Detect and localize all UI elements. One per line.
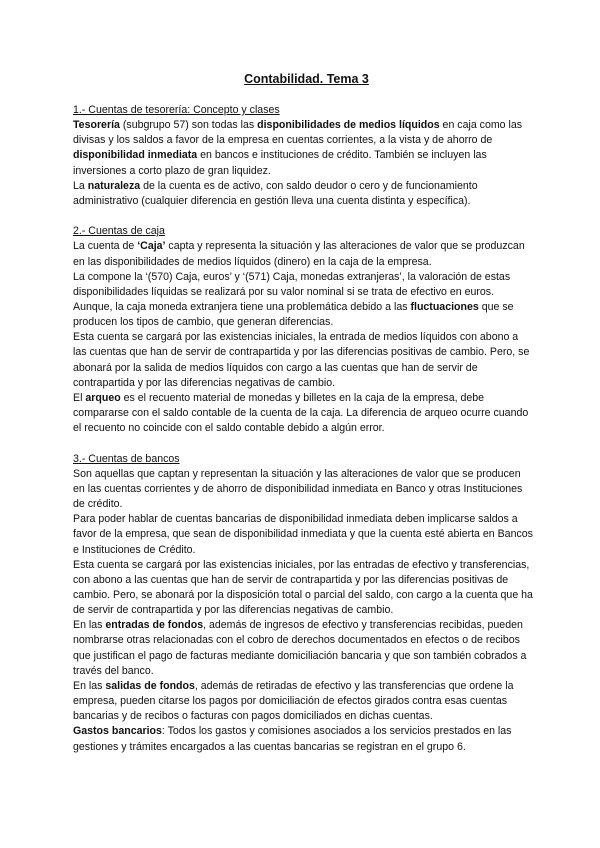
paragraph (73, 467, 533, 512)
paragraph (73, 330, 533, 391)
paragraph (73, 118, 533, 179)
section-heading: 3.- Cuentas de bancos (73, 452, 180, 465)
paragraph (73, 512, 533, 557)
text-run: capta y representa la situación y las alteraciones de valor que se produzcan en las disponibilidades de medios líquidos (dinero) en la caja de la empresa. (73, 240, 525, 268)
bold-term: fluctuaciones (410, 301, 479, 314)
text-run: en caja como las divisas y los saldos a favor de la empresa en cuentas corrientes, a la vista y de ahorro de (73, 119, 523, 147)
text-run: , además de ingresos de efectivo y transferencias recibidas, pueden nombrarse otras relacionadas con el cobro de derechos documentados en efectos o de recibos que justifican el pago de facturas mediante domiciliación bancaria y que son también cobrados a través del banco. (73, 619, 527, 677)
bold-term: disponibilidad inmediata (73, 149, 198, 162)
section-heading: 2.- Cuentas de caja (73, 225, 165, 238)
text-run: En las (73, 679, 106, 692)
bold-term: disponibilidades de medios líquidos (257, 119, 440, 132)
bold-term: naturaleza (87, 179, 141, 192)
section-3 (73, 452, 533, 755)
bold-term: Tesorería (73, 119, 120, 132)
paragraph (73, 618, 533, 679)
paragraph (73, 558, 533, 619)
bold-term: Gastos bancarios (73, 725, 162, 738)
paragraph (73, 179, 533, 209)
text-run: En las (73, 619, 106, 632)
document-body (73, 103, 533, 755)
text-run: Para poder hablar de cuentas bancarias de disponibilidad inmediata deben implicarse saldos a favor de la empresa, que sean de disponibilidad inmediata y que la cuenta esté abierta en Bancos e Instituciones de Crédito. (73, 513, 533, 556)
paragraph (73, 270, 533, 300)
section-heading: 1.- Cuentas de tesorería: Concepto y clases (73, 104, 280, 116)
paragraph (73, 300, 533, 330)
text-run: El (73, 391, 86, 404)
paragraph (73, 724, 533, 754)
paragraph (73, 239, 533, 269)
text-run: Esta cuenta se cargará por las existencias iniciales, la entrada de medios líquidos con abono a las cuentas que han de servir de contrapartida y por las diferencias positivas de cambio. Pero, se abonará por la salida de medios líquidos con cargo a las cuentas que han de servir de contrapartida y por las diferencias negativas de cambio. (73, 331, 530, 389)
text-run: (subgrupo 57) son todas las (119, 119, 258, 132)
text-run: : Todos los gastos y comisiones asociados a los servicios prestados en las gestiones y trámites encargados a las cuentas bancarias se registran en el grupo 6. (73, 725, 512, 753)
text-run: que se producen los tipos de cambio, que generan diferencias. (73, 301, 514, 329)
text-run: Son aquellas que captan y representan la situación y las alteraciones de valor que se producen en las cuentas corrientes y de ahorro de disponibilidad inmediata en Banco y otras Instituciones de crédito. (73, 467, 523, 511)
text-run: La (73, 179, 88, 192)
bold-term: salidas de fondos (105, 679, 195, 692)
text-run: en bancos e instituciones de crédito. También se incluyen las inversiones a corto plazo de gran liquidez. (73, 149, 487, 177)
paragraph (73, 679, 533, 724)
text-run: de la cuenta es de activo, con saldo deudor o cero y de funcionamiento administrativo (cualquier diferencia en gestión lleva una cuenta distinta y específica). (73, 179, 478, 207)
section-1 (73, 103, 533, 209)
page-title: Contabilidad. Tema 3 (244, 72, 369, 86)
section-2 (73, 224, 533, 436)
text-run: La cuenta de (73, 240, 138, 253)
section-spacer (73, 209, 533, 224)
bold-term: ‘Caja’ (137, 240, 166, 253)
paragraph (73, 391, 533, 436)
text-run: Esta cuenta se cargará por las existencias iniciales, por las entradas de efectivo y transferencias, con abono a las cuentas que han de servir de contrapartida y por las diferencias positivas de cambio. Pero, se abonará por la disposición total o parcial del saldo, con cargo a la cuenta que ha de servir de contrapartida y por las diferencias negativas de cambio. (73, 558, 533, 617)
text-run: , además de retiradas de efectivo y las transferencias que ordene la empresa, pueden citarse los pagos por domiciliación de efectos girados contra esas cuentas bancarias y de recibos o facturas con pagos domiciliados en dichas cuentas. (73, 679, 514, 723)
bold-term: arqueo (85, 391, 121, 404)
text-run: La compone la ‘(570) Caja, euros’ y ‘(571) Caja, monedas extranjeras’, la valoración de estas disponibilidades líquidas se realizará por su valor nominal si se trata de efectivo en euros. (73, 270, 511, 298)
section-spacer (73, 436, 533, 451)
bold-term: entradas de fondos (105, 619, 204, 632)
text-run: Aunque, la caja moneda extranjera tiene una problemática debido a las (73, 301, 411, 314)
text-run: es el recuento material de monedas y billetes en la caja de la empresa, debe compararse con el saldo contable de la cuenta de la caja. La diferencia de arqueo ocurre cuando el recuento no coincide con el saldo contable debido a algún error. (73, 391, 529, 435)
